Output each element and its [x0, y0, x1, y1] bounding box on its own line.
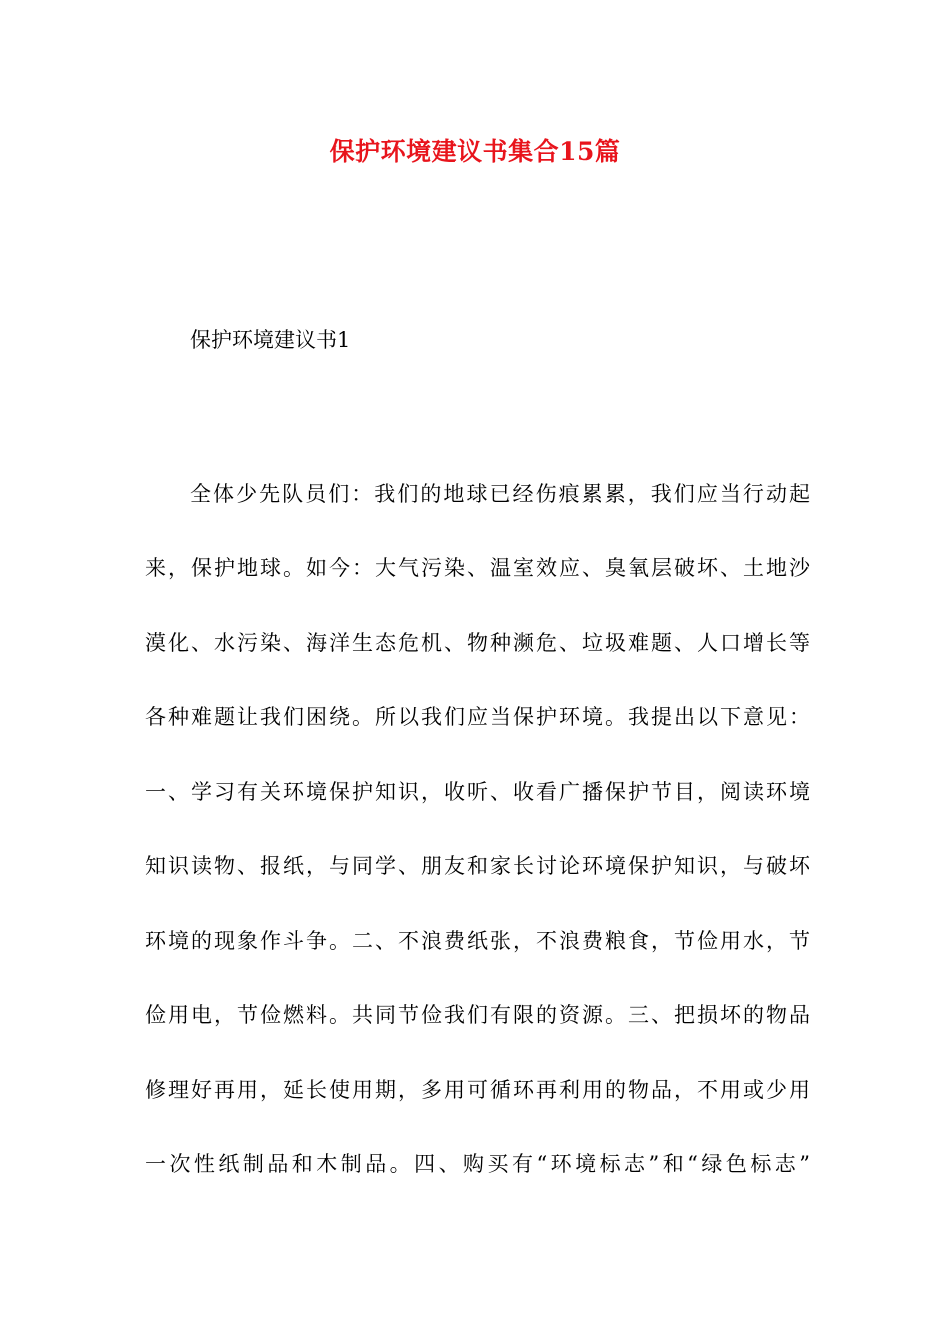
document-title: 保护环境建议书集合15篇	[329, 137, 621, 166]
paragraph-line: 知识读物、报纸，与同学、朋友和家长讨论环境保护知识，与破坏	[145, 854, 810, 878]
paragraph-line: 俭用电，节俭燃料。共同节俭我们有限的资源。三、把损坏的物品	[145, 1003, 810, 1027]
paragraph-line: 全体少先队员们：我们的地球已经伤痕累累，我们应当行动起	[190, 482, 810, 506]
section-heading: 保护环境建议书1	[190, 328, 351, 352]
paragraph-line: 来，保护地球。如今：大气污染、温室效应、臭氧层破坏、土地沙	[145, 556, 810, 580]
paragraph-line: 一、学习有关环境保护知识，收听、收看广播保护节目，阅读环境	[145, 780, 810, 804]
paragraph-line: 修理好再用，延长使用期，多用可循环再利用的物品，不用或少用	[145, 1078, 810, 1102]
paragraph-line: 各种难题让我们困绕。所以我们应当保护环境。我提出以下意见：	[145, 705, 810, 729]
paragraph-line: 环境的现象作斗争。二、不浪费纸张，不浪费粮食，节俭用水，节	[145, 929, 810, 953]
paragraph-line: 一次性纸制品和木制品。四、购买有“环境标志”和“绿色标志”	[145, 1152, 810, 1176]
paragraph-line: 漠化、水污染、海洋生态危机、物种濒危、垃圾难题、人口增长等	[145, 631, 810, 655]
